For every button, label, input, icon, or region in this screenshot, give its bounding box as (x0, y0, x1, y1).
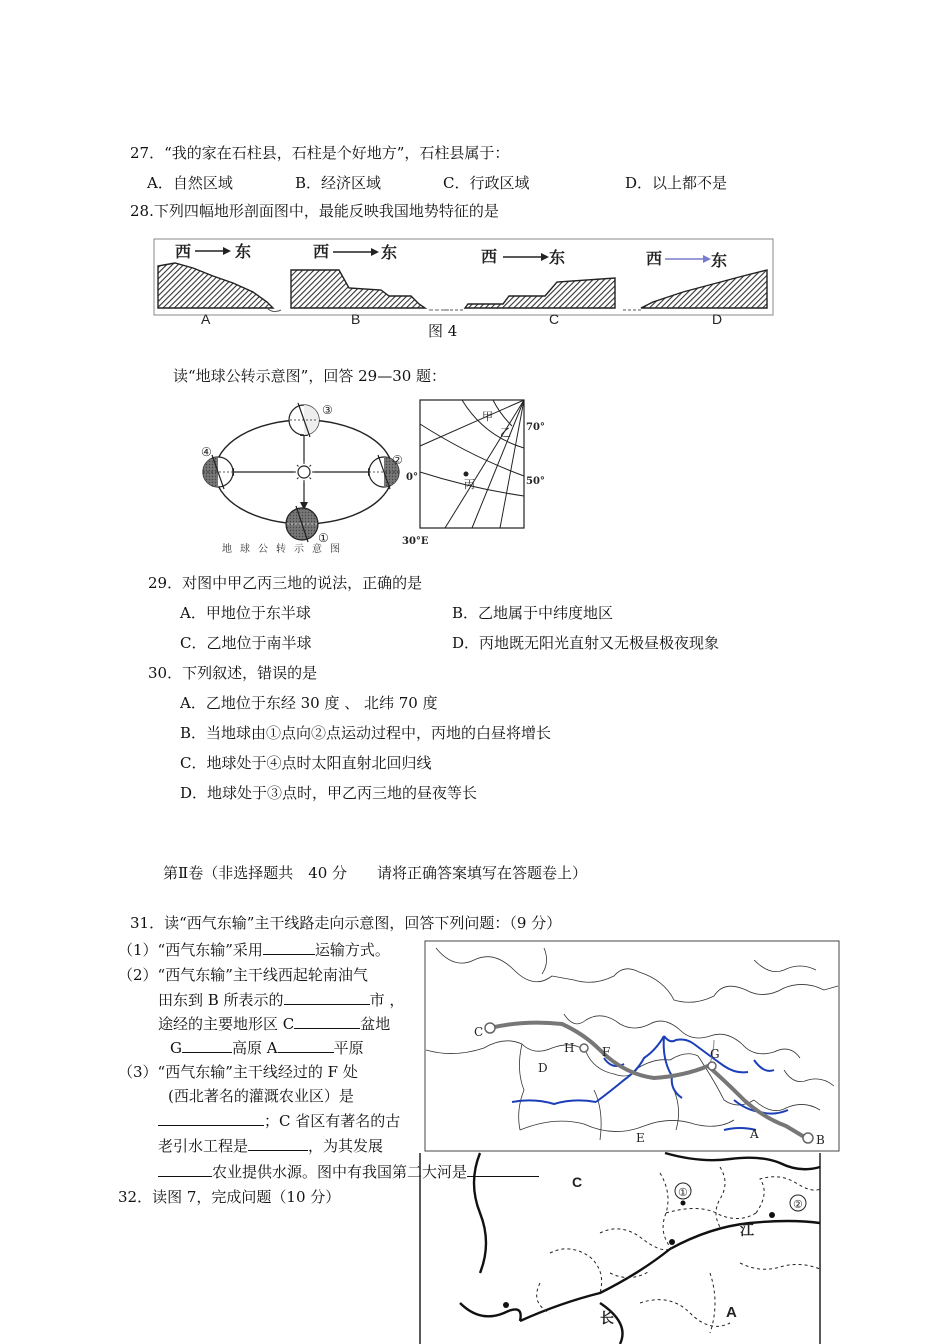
map31-label-f: F (602, 1045, 611, 1059)
q29-option-d: D．丙地既无阳光直射又无极昼极夜现象 (452, 634, 720, 652)
grid-50-label: 50° (526, 476, 545, 487)
earth-orbit-figure (196, 400, 406, 560)
position-4-label: ④ (201, 445, 212, 459)
q31-line-5: G 高原 A 平原 (170, 1039, 364, 1057)
sun-icon (294, 462, 314, 482)
orbit-caption: 地球公转示意图 (222, 544, 348, 555)
map32-label-2: ② (793, 1198, 803, 1211)
profile-a-east: 东 (235, 242, 252, 261)
q31-line-2: （2）“西气东输”主干线西起轮南油气 (118, 966, 368, 984)
profile-b-east: 东 (381, 243, 398, 262)
latlon-grid-figure (400, 396, 550, 548)
profile-c-west: 西 (481, 247, 498, 266)
grid-0-label: 0° (406, 472, 418, 483)
q28-stem: 28.下列四幅地形剖面图中，最能反映我国地势特征的是 (130, 202, 499, 220)
part-2-heading: 第Ⅱ卷（非选择题共 40 分 请将正确答案填写在答题卷上） (163, 864, 588, 882)
profile-c-east: 东 (549, 248, 566, 267)
q30-stem: 30．下列叙述，错误的是 (148, 664, 318, 682)
map31-label-a: A (750, 1127, 759, 1141)
q31-line-6: （3）“西气东输”主干线经过的 F 处 (118, 1063, 358, 1081)
profile-c-letter: C (549, 311, 560, 327)
profile-b-west: 西 (313, 242, 330, 261)
map32-label-1: ① (678, 1186, 688, 1199)
profile-a-letter: A (201, 311, 211, 327)
map32-label-a: A (726, 1304, 737, 1321)
position-3-label: ③ (322, 403, 333, 417)
q31-line-9: 老引水工程是 ，为其发展 (158, 1137, 384, 1155)
terrain-profile-figure (153, 238, 775, 327)
q31-line-1: （1）“西气东输”采用 运输方式。 (118, 941, 390, 959)
q27-option-b: B．经济区域 (295, 174, 382, 192)
grid-bing-label: 丙 (464, 478, 475, 491)
q30-option-b: B．当地球由①点向②点运动过程中，丙地的白昼将增长 (180, 724, 552, 742)
profile-panel-b (291, 242, 449, 327)
q27-option-a: A．自然区域 (147, 174, 233, 192)
q32-stem: 32．读图 7，完成问题（10 分） (118, 1188, 341, 1206)
profile-d-east: 东 (711, 251, 728, 270)
map31-label-g: G (710, 1047, 720, 1061)
earth-position-2 (369, 453, 403, 489)
pipeline-map (424, 940, 840, 1152)
earth-position-3 (289, 403, 333, 437)
earth-position-1 (286, 506, 329, 545)
map31-label-h: H (564, 1041, 575, 1055)
q29-option-c: C．乙地位于南半球 (180, 634, 312, 652)
grid-30e-label: 30°E (402, 536, 429, 547)
q30-option-d: D．地球处于③点时，甲乙丙三地的昼夜等长 (180, 784, 478, 802)
q30-option-c: C．地球处于④点时太阳直射北回归线 (180, 754, 432, 772)
grid-70-label: 70° (526, 422, 545, 433)
earth-position-4 (201, 445, 233, 489)
map31-label-c: C (474, 1025, 484, 1039)
map31-label-d: D (538, 1061, 548, 1075)
position-1-label: ① (318, 531, 329, 545)
position-2-label: ② (392, 453, 403, 467)
q29-option-a: A．甲地位于东半球 (180, 604, 311, 622)
map31-label-e: E (636, 1131, 645, 1145)
grid-jia-label: 甲 (482, 410, 493, 423)
profile-d-west: 西 (646, 249, 663, 268)
profile-b-letter: B (351, 311, 361, 327)
q27-option-d: D．以上都不是 (625, 174, 728, 192)
map31-label-b: B (816, 1133, 825, 1147)
q31-line-7: (西北著名的灌溉农业区）是 (168, 1087, 354, 1105)
profile-d-letter: D (712, 311, 723, 327)
profile-panel-a (158, 242, 281, 327)
profile-a-west: 西 (175, 242, 192, 261)
q31-line-8: ；C 省区有著名的古 (158, 1111, 400, 1130)
q31-line-10: 农业提供水源。图中有我国第二大河是 (158, 1162, 539, 1181)
q27-option-c: C．行政区域 (443, 174, 530, 192)
q30-option-a: A．乙地位于东经 30 度 、 北纬 70 度 (180, 694, 438, 712)
figure-4-caption: 图 4 (428, 322, 458, 340)
q31-line-4: 途经的主要地形区 C 盆地 (158, 1015, 391, 1033)
grid-yi-label: 乙 (500, 426, 511, 439)
map32-label-chang: 长 (600, 1311, 614, 1327)
q27-stem: 27．“我的家在石柱县，石柱是个好地方”，石柱县属于： (130, 144, 510, 162)
q29-stem: 29．对图中甲乙丙三地的说法，正确的是 (148, 574, 423, 592)
q31-stem: 31．读“西气东输”主干线路走向示意图，回答下列问题：（9 分） (130, 914, 562, 932)
q31-line-3: 田东到 B 所表示的 市 ， (158, 991, 405, 1009)
q29-option-b: B．乙地属于中纬度地区 (452, 604, 614, 622)
map32-label-c: C (572, 1174, 583, 1190)
map32-label-jiang: 江 (740, 1223, 754, 1239)
orbit-instructions: 读“地球公转示意图”，回答 29—30 题： (173, 367, 447, 385)
figure-7-map (420, 1153, 822, 1344)
